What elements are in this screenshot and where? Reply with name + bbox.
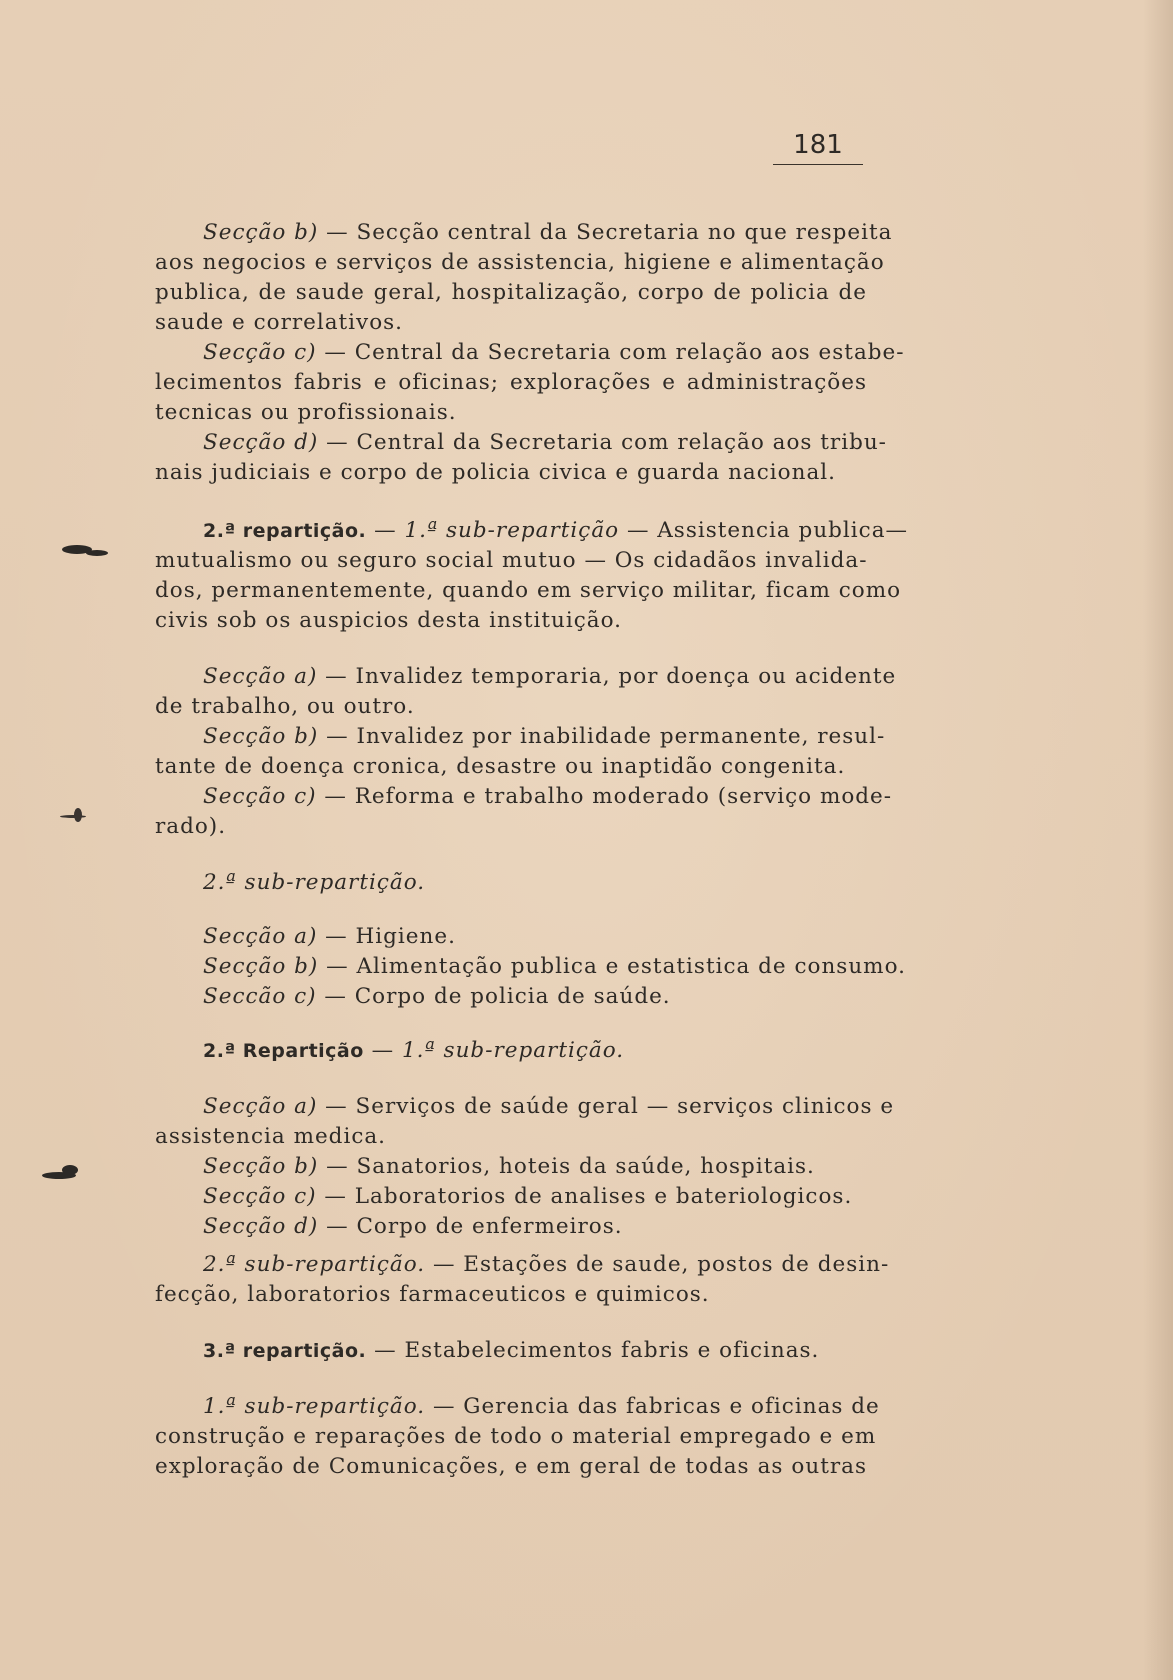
section-heading-line: 3.ª repartição. — Estabelecimentos fabris e oficinas. [203, 1338, 820, 1363]
text-line: lecimentos fabris e oficinas; explorações e administrações [155, 370, 867, 395]
text-line: Secção a) — Invalidez temporaria, por doença ou acidente [203, 664, 897, 689]
text-line: tecnicas ou profissionais. [155, 400, 457, 425]
text-line: Seccão c) — Corpo de policia de saúde. [203, 984, 671, 1009]
text-line: Secção d) — Central da Secretaria com relação aos tribu- [203, 430, 887, 455]
text-line: Secção b) — Invalidez por inabilidade permanente, resul- [203, 724, 886, 749]
text-line: aos negocios e serviços de assistencia, higiene e alimentação [155, 250, 885, 275]
text-line: exploração de Comunicações, e em geral de todas as outras [155, 1454, 867, 1479]
section-heading-line: 2.ª Repartição — 1.ª sub-repartição. [203, 1038, 625, 1063]
text-line: rado). [155, 814, 227, 839]
page-edge-shadow [1143, 0, 1173, 1680]
text-line: Secção c) — Laboratorios de analises e bateriologicos. [203, 1184, 853, 1209]
text-line: Secção a) — Higiene. [203, 924, 456, 949]
text-line: dos, permanentemente, quando em serviço militar, ficam como [155, 578, 902, 603]
binding-hole-mark [60, 815, 86, 818]
subsection-heading: 2.ª sub-repartição. [203, 870, 426, 895]
text-line: 2.ª sub-repartição. — Estações de saude, postos de desin- [203, 1252, 890, 1277]
text-line: de trabalho, ou outro. [155, 694, 415, 719]
text-line: Secção c) — Central da Secretaria com relação aos estabe- [203, 340, 905, 365]
text-line: Secção b) — Alimentação publica e estatistica de consumo. [203, 954, 906, 979]
text-line: fecção, laboratorios farmaceuticos e quimicos. [155, 1282, 710, 1307]
text-line: nais judiciais e corpo de policia civica e guarda nacional. [155, 460, 836, 485]
text-line: civis sob os auspicios desta instituição. [155, 608, 622, 633]
text-line: Secção d) — Corpo de enfermeiros. [203, 1214, 623, 1239]
binding-hole-mark [74, 808, 82, 822]
page-number: 181 [773, 130, 863, 165]
section-heading-line: 2.ª repartição. — 1.ª sub-repartição — Assistencia publica— [203, 518, 909, 543]
text-line: 1.ª sub-repartição. — Gerencia das fabricas e oficinas de [203, 1394, 880, 1419]
text-line: tante de doença cronica, desastre ou inaptidão congenita. [155, 754, 846, 779]
text-line: Secção b) — Secção central da Secretaria no que respeita [203, 220, 893, 245]
text-line: Secção c) — Reforma e trabalho moderado (serviço mode- [203, 784, 893, 809]
text-line: mutualismo ou seguro social mutuo — Os cidadãos invalida- [155, 548, 868, 573]
binding-hole-mark [42, 1172, 76, 1179]
binding-hole-mark [86, 550, 108, 556]
text-line: Secção b) — Sanatorios, hoteis da saúde, hospitais. [203, 1154, 815, 1179]
text-line: assistencia medica. [155, 1124, 387, 1149]
text-line: construção e reparações de todo o material empregado e em [155, 1424, 877, 1449]
text-line: saude e correlativos. [155, 310, 404, 335]
text-line: publica, de saude geral, hospitalização, corpo de policia de [155, 280, 867, 305]
text-line: Secção a) — Serviços de saúde geral — serviços clinicos e [203, 1094, 895, 1119]
